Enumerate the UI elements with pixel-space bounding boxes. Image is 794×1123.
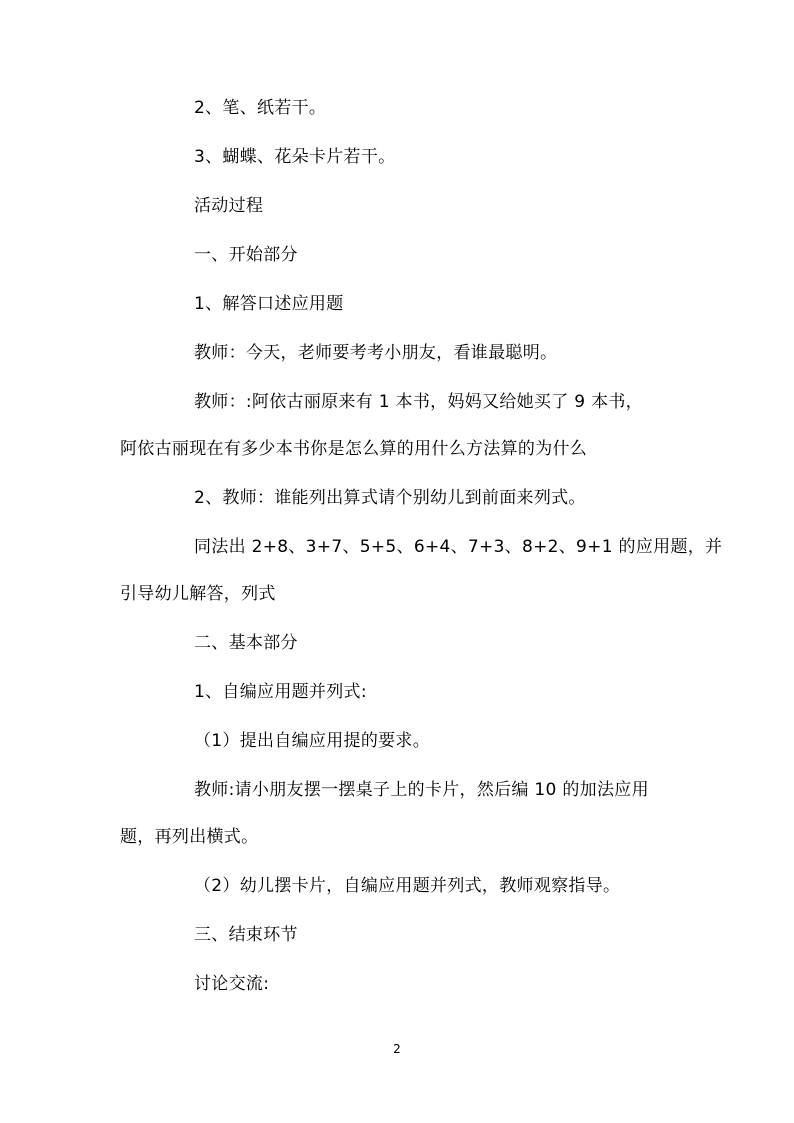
page-number: 2: [393, 1042, 401, 1056]
teacher-line-3-cont: 题，再列出横式。: [120, 827, 259, 847]
teacher-line-2-cont: 阿依古丽现在有多少本书你是怎么算的用什么方法算的为什么: [120, 439, 588, 459]
section-heading-process: 活动过程: [194, 196, 264, 216]
teacher-line-2: 教师：:阿依古丽原来有 1 本书，妈妈又给她买了 9 本书，: [194, 392, 643, 412]
teacher-line-3: 教师:请小朋友摆一摆桌子上的卡片，然后编 10 的加法应用: [194, 780, 649, 800]
part-heading-end: 三、结束环节: [194, 925, 298, 945]
same-method-line-cont: 引导幼儿解答，列式: [120, 584, 276, 604]
same-method-line: 同法出 2+8、3+7、5+5、6+4、7+3、8+2、9+1 的应用题，并: [194, 537, 723, 557]
step-2-teacher: 2、教师：谁能列出算式请个别幼儿到前面来列式。: [194, 488, 586, 508]
part-heading-basic: 二、基本部分: [194, 633, 298, 653]
material-item-2: 2、笔、纸若干。: [194, 98, 327, 118]
teacher-line-1: 教师：今天，老师要考考小朋友，看谁最聪明。: [194, 343, 558, 363]
material-item-3: 3、蝴蝶、花朵卡片若干。: [194, 147, 396, 167]
step-heading-oral: 1、解答口述应用题: [194, 294, 344, 314]
step-heading-self-made: 1、自编应用题并列式:: [194, 682, 367, 702]
sub-step-1: （1）提出自编应用提的要求。: [194, 731, 431, 751]
discussion-line: 讨论交流:: [194, 974, 270, 994]
part-heading-start: 一、开始部分: [194, 245, 298, 265]
sub-step-2: （2）幼儿摆卡片，自编应用题并列式，教师观察指导。: [194, 876, 621, 896]
